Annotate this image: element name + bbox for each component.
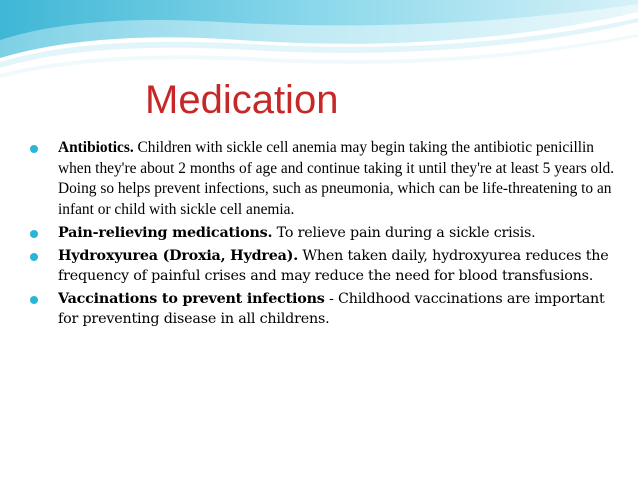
bullet-text [58,223,620,243]
bullet-item-pain-relief [30,223,620,243]
bullet-lead: Antibiotics. [58,139,134,156]
bullet-dot-icon [30,230,38,238]
bullet-text [58,246,620,286]
bullet-text [58,138,620,220]
bullet-item-antibiotics [30,138,620,220]
bullet-body: - Childhood vaccinations are important for preventing disease in all childrens. [58,291,605,327]
bullet-dot-icon [30,253,38,261]
bullet-lead: Hydroxyurea (Droxia, Hydrea). [58,248,299,264]
bullet-body: When taken daily, hydroxyurea reduces the frequency of painful crises and may reduce the need for blood transfusions. [58,248,609,284]
bullet-list [30,138,620,333]
bullet-item-hydroxyurea [30,246,620,286]
slide-title: Medication [145,78,339,122]
bullet-dot-icon [30,296,38,304]
bullet-lead: Pain-relieving medications. [58,225,273,241]
bullet-text [58,289,620,329]
bullet-item-vaccinations [30,289,620,329]
bullet-body: Children with sickle cell anemia may begin taking the antibiotic penicillin when they're about 2 months of age and continue taking it until they're at least 5 years old. Doing so helps prevent infections, such as pneumonia, which can be life-threatening to an infant or child with sickle cell anemia. [58,139,615,218]
bullet-body: To relieve pain during a sickle crisis. [272,225,536,241]
bullet-lead: Vaccinations to prevent infections [58,291,325,307]
bullet-dot-icon [30,145,38,153]
